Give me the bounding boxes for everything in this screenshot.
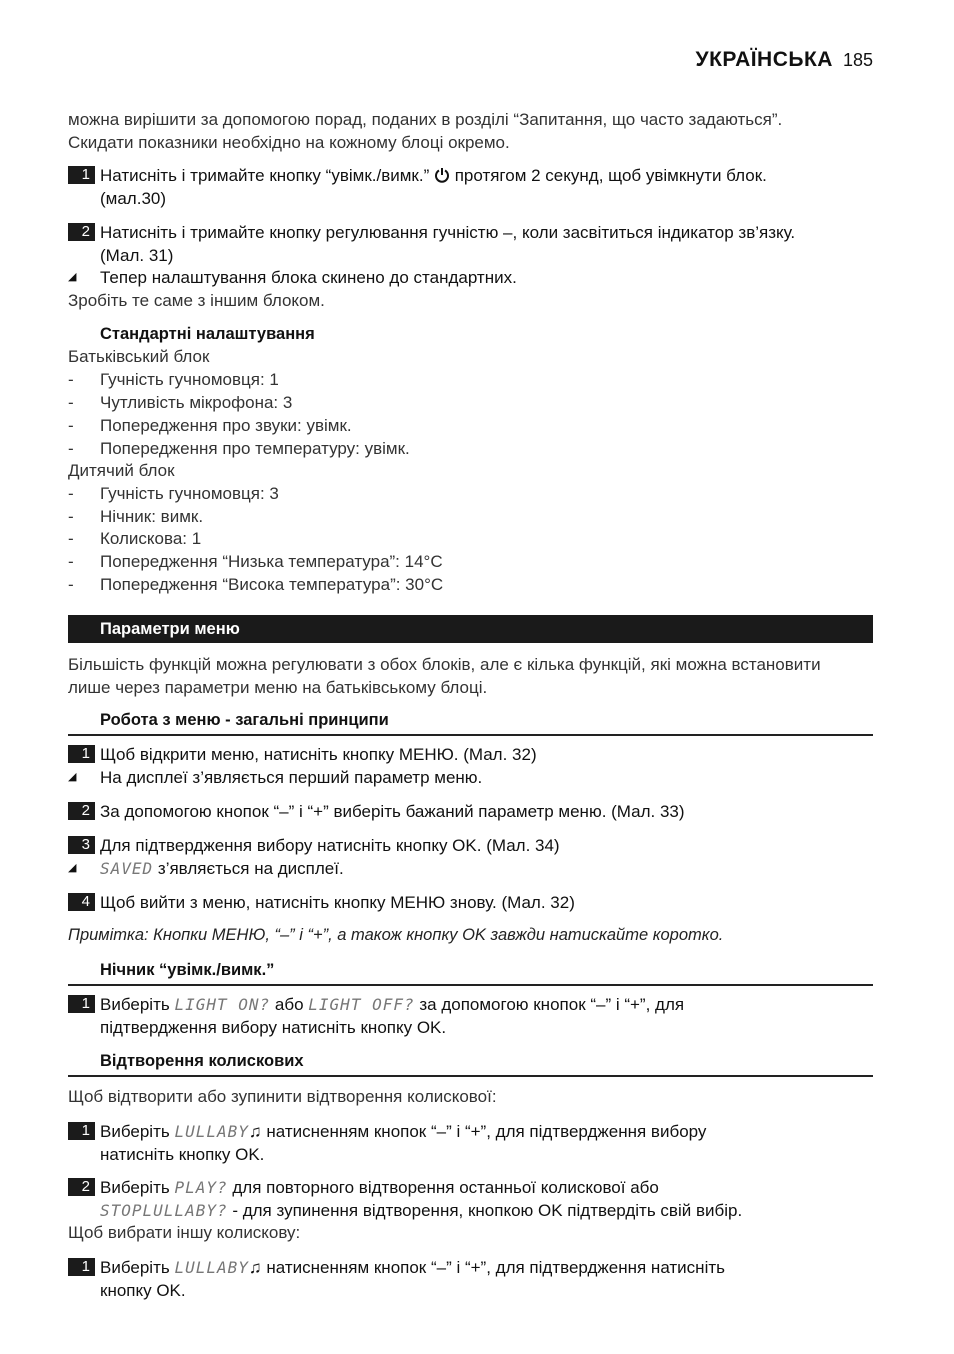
list-item: - Гучність гучномовця: 3 [68, 484, 279, 503]
list-item: - Попередження “Низька температура”: 14°C [68, 552, 443, 571]
result-text: Тепер налаштування блока скинено до стандартних. [100, 268, 517, 287]
step-text: Виберіть [100, 995, 170, 1014]
result-arrow-icon: ◢ [68, 862, 77, 874]
lcd-play-text: PLAY? [174, 1178, 228, 1197]
reset-step-2 [68, 221, 873, 267]
menu-step-4 [68, 891, 873, 914]
page-number: 185 [842, 50, 873, 70]
result-text: На дисплеї з’являється перший параметр меню. [100, 768, 483, 787]
step-text: За допомогою кнопок “–” і “+” виберіть бажаний параметр меню. (Мал. 33) [100, 802, 685, 821]
reset-result [68, 266, 873, 289]
lullaby-other-label: Щоб вибрати іншу колискову: [68, 1223, 301, 1242]
step-text: Щоб відкрити меню, натисніть кнопку МЕНЮ. (Мал. 32) [100, 745, 537, 764]
step-text: - для зупинення відтворення, кнопкою OK підтвердіть свій вибір. [232, 1201, 743, 1220]
step-text-continued: протягом 2 секунд, щоб увімкнути блок. [454, 166, 767, 185]
reset-step-1 [68, 164, 873, 210]
lullaby-step-3 [68, 1256, 873, 1302]
step-number: 2 [68, 1178, 95, 1196]
child-unit-label: Дитячий блок [68, 461, 175, 480]
list-item: - Нічник: вимк. [68, 507, 204, 526]
result-arrow-icon: ◢ [68, 771, 77, 783]
result-text: з’являється на дисплеї. [157, 859, 344, 878]
lcd-lullaby-text: LULLABY [174, 1258, 249, 1277]
lcd-saved-text: SAVED [100, 859, 154, 878]
step-text: натисненням кнопок “–” і “+”, для підтвердження вибору [266, 1122, 707, 1141]
step-text: за допомогою кнопок “–” і “+”, для [419, 995, 685, 1014]
step-text-line2: кнопку OK. [100, 1281, 186, 1300]
step-text: натисненням кнопок “–” і “+”, для підтвердження натисніть [266, 1258, 725, 1277]
section-bar-menu-settings: Параметри меню [68, 615, 873, 643]
step-text: Для підтвердження вибору натисніть кнопку OK. (Мал. 34) [100, 836, 560, 855]
intro-line: Більшість функцій можна регулювати з обох блоків, але є кілька функцій, які можна встановити [68, 655, 821, 674]
list-item: - Чутливість мікрофона: 3 [68, 393, 293, 412]
lcd-light-on-text: LIGHT ON? [174, 995, 271, 1014]
intro-paragraph [68, 108, 873, 154]
lullaby-step-1 [68, 1120, 873, 1166]
result-arrow-icon: ◢ [68, 271, 77, 283]
step-number: 3 [68, 836, 95, 854]
step-text: або [274, 995, 304, 1014]
step-text: Натисніть і тримайте кнопку регулювання гучністю –, коли засвітиться індикатор зв’язку. [100, 223, 796, 242]
menu-intro [68, 653, 873, 699]
intro-line: лише через параметри меню на батьківському блоці. [68, 678, 488, 697]
list-item: - Попередження про звуки: увімк. [68, 416, 352, 435]
lcd-stop-lullaby-text: STOPLULLABY? [100, 1201, 228, 1220]
music-note-icon: ♫ [248, 1258, 262, 1277]
step-text: Виберіть [100, 1258, 170, 1277]
lcd-light-off-text: LIGHT OFF? [308, 995, 415, 1014]
intro-line: Скидати показники необхідно на кожному блоці окремо. [68, 133, 510, 152]
menu-step-2 [68, 800, 873, 823]
step-text-line2: (мал.30) [100, 189, 167, 208]
step-number: 4 [68, 893, 95, 911]
power-icon [434, 164, 450, 187]
step-text-line2: підтвердження вибору натисніть кнопку OK. [100, 1018, 447, 1037]
language-title: УКРАЇНСЬКА [695, 48, 833, 71]
list-item: - Попередження про температуру: увімк. [68, 439, 410, 458]
menu-step-1 [68, 743, 873, 766]
general-heading: Робота з меню - загальні принципи [100, 711, 389, 729]
step-number: 2 [68, 223, 95, 241]
reset-note: Зробіть те саме з іншим блоком. [68, 291, 325, 310]
defaults-heading: Стандартні налаштування [100, 325, 315, 343]
step-number: 1 [68, 995, 95, 1013]
list-item: - Колискова: 1 [68, 529, 202, 548]
nightlight-step-1 [68, 993, 873, 1039]
section-rule [68, 984, 873, 986]
intro-line: можна вирішити за допомогою порад, поданих в розділі “Запитання, що часто задаються”. [68, 110, 783, 129]
lullaby-step-2 [68, 1176, 873, 1222]
lullaby-intro: Щоб відтворити або зупинити відтворення колискової: [68, 1087, 497, 1106]
step-text: Виберіть [100, 1122, 170, 1141]
lcd-lullaby-text: LULLABY [174, 1122, 249, 1141]
list-item: - Гучність гучномовця: 1 [68, 370, 279, 389]
menu-step-3 [68, 834, 873, 857]
menu-result-1 [68, 766, 873, 789]
step-text: Натисніть і тримайте кнопку “увімк./вимк.” [100, 166, 430, 185]
section-rule [68, 734, 873, 736]
page-header [696, 48, 873, 72]
step-number: 1 [68, 1258, 95, 1276]
step-text: Щоб вийти з меню, натисніть кнопку МЕНЮ знову. (Мал. 32) [100, 893, 575, 912]
step-number: 1 [68, 166, 95, 184]
step-text-line2: натисніть кнопку OK. [100, 1145, 265, 1164]
list-item: - Попередження “Висока температура”: 30°C [68, 575, 444, 594]
step-number: 2 [68, 802, 95, 820]
step-text-line2: (Мал. 31) [100, 246, 174, 265]
section-rule [68, 1075, 873, 1077]
step-text: для повторного відтворення останньої колискової або [232, 1178, 659, 1197]
step-number: 1 [68, 1122, 95, 1140]
menu-note: Примітка: Кнопки МЕНЮ, “–” і “+”, а також кнопку OK завжди натискайте коротко. [68, 926, 724, 944]
lullaby-heading: Відтворення колискових [100, 1052, 304, 1070]
menu-result-3 [68, 857, 873, 880]
step-number: 1 [68, 745, 95, 763]
nightlight-heading: Нічник “увімк./вимк.” [100, 961, 275, 979]
step-text: Виберіть [100, 1178, 170, 1197]
parent-unit-label: Батьківський блок [68, 347, 210, 366]
music-note-icon: ♫ [248, 1122, 262, 1141]
